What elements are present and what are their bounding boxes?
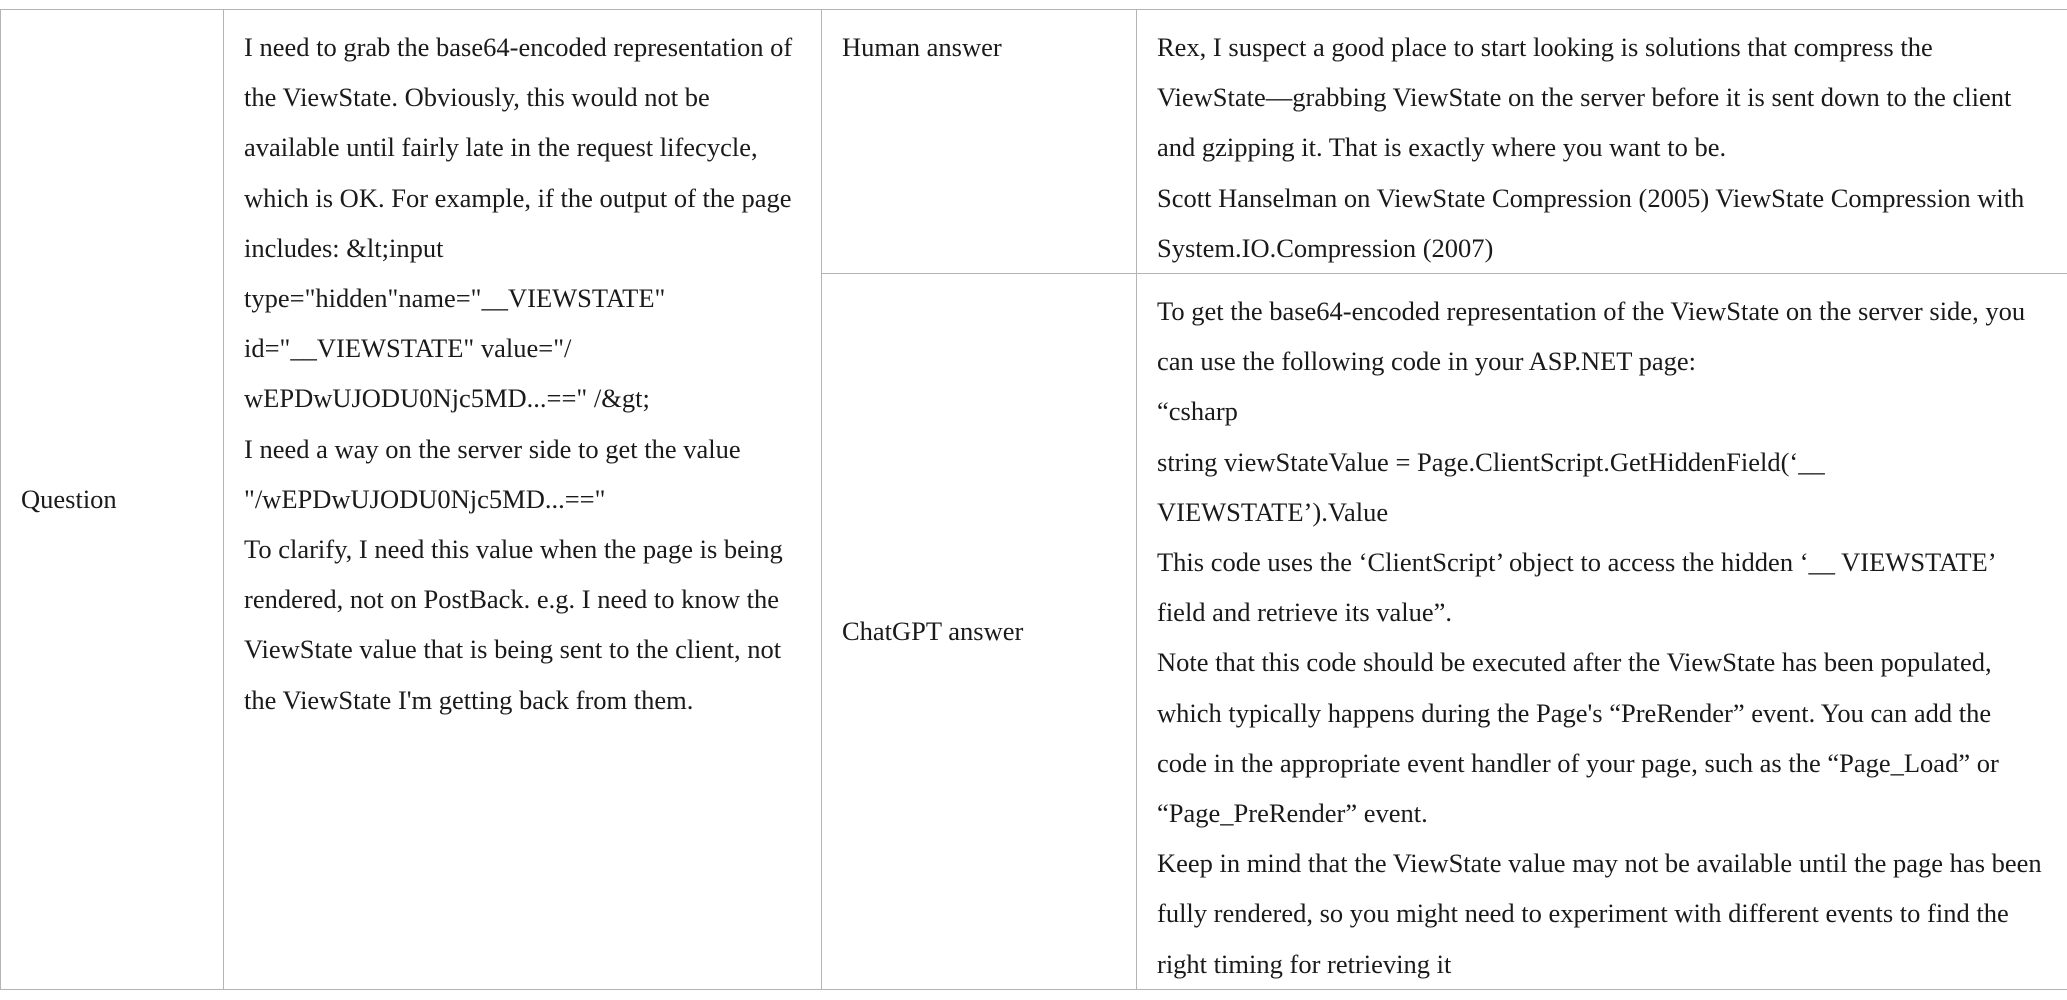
chatgpt-label-cell — [822, 274, 1137, 990]
chatgpt-answer-paragraph: Note that this code should be executed after the ViewState has been populated, which typically happens during the Page's “PreRender” event. You can add the code in the appropriate event handler of your page, such as the “Page_Load” or “Page_PreRender” event. — [1157, 647, 1999, 829]
chatgpt-answer-paragraph: To get the base64-encoded representation of the ViewState on the server side, you can use the following code in your ASP.NET page: — [1157, 296, 2026, 377]
human-text-cell — [1137, 10, 2067, 274]
question-label: Question — [21, 484, 117, 515]
question-paragraph: To clarify, I need this value when the page is being rendered, not on PostBack. e.g. I need to know the ViewState value that is being sent to the client, not the ViewState I'm getting back from them. — [244, 534, 783, 715]
chatgpt-answer-label: ChatGPT answer — [842, 616, 1024, 647]
question-text-cell — [224, 10, 822, 990]
human-answer-paragraph: Rex, I suspect a good place to start looking is solutions that compress the ViewState—grabbing ViewState on the server before it is sent down to the client and gzipping it. That is exactly where you want to be. — [1157, 32, 2012, 163]
chatgpt-text-cell — [1137, 274, 2067, 990]
question-paragraph: I need a way on the server side to get the value "/wEPDwUJODU0Njc5MD...==" — [244, 433, 741, 514]
human-answer-paragraph: Scott Hanselman on ViewState Compression (2005) ViewState Compression with System.IO.Compression (2007) — [1157, 182, 2025, 263]
chatgpt-answer-paragraph: “csharp — [1157, 396, 1238, 427]
question-label-cell — [1, 10, 224, 990]
question-paragraph: I need to grab the base64-encoded representation of the ViewState. Obviously, this would not be available until fairly late in the request lifecycle, which is OK. For example, if the output of the page includes: &lt;input type="hidden"name="__VIEWSTATE" id="__VIEWSTATE" value="/ wEPDwUJODU0Njc5MD...==" /&gt; — [244, 32, 793, 414]
human-label-cell — [822, 10, 1137, 274]
chatgpt-answer-paragraph: This code uses the ‘ClientScript’ object to access the hidden ‘__ VIEWSTATE’ field and retrieve its value”. — [1157, 547, 1995, 628]
table-row — [1, 10, 2067, 274]
human-answer-label: Human answer — [842, 32, 1002, 62]
qa-comparison-table — [0, 9, 2067, 990]
chatgpt-code-line: string viewStateValue = Page.ClientScript.GetHiddenField(‘__ VIEWSTATE’).Value — [1157, 446, 1825, 527]
chatgpt-answer-paragraph: Keep in mind that the ViewState value may not be available until the page has been fully rendered, so you might need to experiment with different events to find the right timing for retrieving it — [1157, 848, 2042, 979]
